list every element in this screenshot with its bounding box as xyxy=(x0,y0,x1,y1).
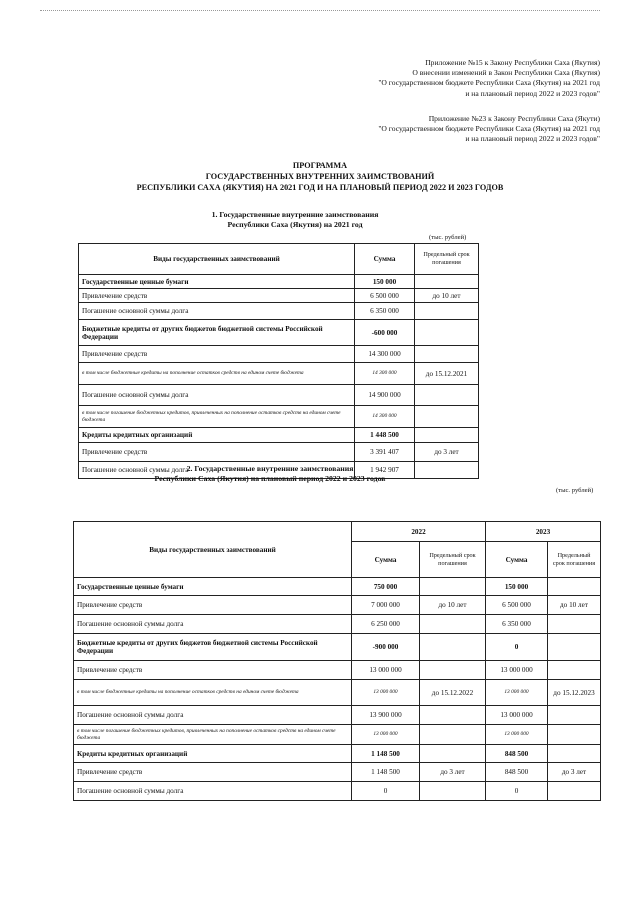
row-sum-2023: 6 500 000 xyxy=(486,596,548,615)
table-row xyxy=(74,634,601,661)
section-heading-line: 2. Государственные внутренние заимствования xyxy=(186,464,354,473)
row-name: в том числе бюджетные кредиты на пополнение остатков средств на едином счете бюджета xyxy=(74,680,352,706)
document-title xyxy=(0,160,640,193)
row-sum: 14 300 000 xyxy=(355,406,415,428)
header-kind: Виды государственных заимствований xyxy=(74,522,352,578)
table-row xyxy=(74,680,601,706)
header-term-2022: Предельный срок погашения xyxy=(420,542,486,578)
row-sum-2023: 13 000 000 xyxy=(486,661,548,680)
row-term xyxy=(415,320,479,346)
row-term xyxy=(415,385,479,406)
row-sum: 1 448 500 xyxy=(355,428,415,443)
header-sum-2022: Сумма xyxy=(352,542,420,578)
row-term-2022 xyxy=(420,634,486,661)
row-term-2023 xyxy=(548,706,601,725)
row-term-2022 xyxy=(420,615,486,634)
row-name: в том числе бюджетные кредиты на пополнение остатков средств на едином счете бюджета xyxy=(79,363,355,385)
row-sum-2023: 13 000 000 xyxy=(486,706,548,725)
annex-line: и на плановый период 2022 и 2023 годов" xyxy=(465,134,600,144)
table-row xyxy=(79,406,479,428)
header-year-2023: 2023 xyxy=(486,522,601,542)
row-sum: 150 000 xyxy=(355,275,415,289)
row-sum-2022: 13 000 000 xyxy=(352,680,420,706)
row-name: Бюджетные кредиты от других бюджетов бюджетной системы Российской Федерации xyxy=(79,320,355,346)
row-name: Привлечение средств xyxy=(79,346,355,363)
table-header-row xyxy=(74,522,601,542)
section1-unit: (тыс. рублей) xyxy=(429,234,467,241)
annex-line: "О государственном бюджете Республики Саха (Якутия) на 2021 год xyxy=(378,78,600,88)
row-sum: 6 350 000 xyxy=(355,303,415,320)
row-sum: -600 000 xyxy=(355,320,415,346)
table-row xyxy=(79,363,479,385)
row-name: Погашение основной суммы долга xyxy=(79,462,355,479)
section2-unit: (тыс. рублей) xyxy=(556,487,594,494)
table-row xyxy=(74,615,601,634)
header-term-2023: Предельный срок погашения xyxy=(548,542,601,578)
table-row xyxy=(79,289,479,303)
row-term-2022: до 3 лет xyxy=(420,763,486,782)
row-sum-2023: 0 xyxy=(486,782,548,801)
section-heading-line: Республики Саха (Якутия) на 2021 год xyxy=(227,220,363,229)
table-row xyxy=(74,782,601,801)
row-name: Государственные ценные бумаги xyxy=(74,578,352,596)
header-term: Предельный срок погашения xyxy=(415,244,479,275)
section1-heading xyxy=(15,210,575,230)
row-term-2023 xyxy=(548,782,601,801)
row-name: Кредиты кредитных организаций xyxy=(74,745,352,763)
row-term xyxy=(415,346,479,363)
row-term xyxy=(415,406,479,428)
header-sum-2023: Сумма xyxy=(486,542,548,578)
row-term: до 15.12.2021 xyxy=(415,363,479,385)
row-term xyxy=(415,275,479,289)
annex-line: Приложение №23 к Закону Республики Саха (Якути) xyxy=(428,114,600,123)
row-name: Привлечение средств xyxy=(79,443,355,462)
table-header-row xyxy=(79,244,479,275)
table-row xyxy=(74,596,601,615)
row-name: Привлечение средств xyxy=(74,763,352,782)
row-name: в том числе погашение бюджетных кредитов, привлеченных на пополнение остатков средств на едином счете бюджета xyxy=(79,406,355,428)
row-sum-2022: 1 148 500 xyxy=(352,745,420,763)
row-term-2023 xyxy=(548,615,601,634)
row-sum-2023: 0 xyxy=(486,634,548,661)
row-term-2022 xyxy=(420,706,486,725)
row-term xyxy=(415,303,479,320)
table-row xyxy=(74,763,601,782)
row-sum-2022: 0 xyxy=(352,782,420,801)
header-kind: Виды государственных заимствований xyxy=(79,244,355,275)
row-sum: 6 500 000 xyxy=(355,289,415,303)
title-line: ПРОГРАММА xyxy=(292,161,348,170)
row-name: в том числе погашение бюджетных кредитов, привлеченных на пополнение остатков средств на едином счете бюджета xyxy=(74,725,352,745)
row-term-2022 xyxy=(420,725,486,745)
row-sum-2023: 848 500 xyxy=(486,745,548,763)
row-name: Погашение основной суммы долга xyxy=(74,782,352,801)
title-line: РЕСПУБЛИКИ САХА (ЯКУТИЯ) НА 2021 ГОД И НА ПЛАНОВЫЙ ПЕРИОД 2022 И 2023 ГОДОВ xyxy=(136,183,504,192)
row-sum: 1 942 907 xyxy=(355,462,415,479)
row-sum-2022: 13 000 000 xyxy=(352,725,420,745)
row-sum-2022: 13 900 000 xyxy=(352,706,420,725)
row-term-2023 xyxy=(548,661,601,680)
row-name: Привлечение средств xyxy=(74,596,352,615)
table-row xyxy=(79,385,479,406)
table-2021 xyxy=(78,243,479,479)
row-term-2022 xyxy=(420,782,486,801)
section-heading-line: 1. Государственные внутренние заимствования xyxy=(211,210,379,219)
row-term-2023 xyxy=(548,745,601,763)
title-line: ГОСУДАРСТВЕННЫХ ВНУТРЕННИХ ЗАИМСТВОВАНИЙ xyxy=(205,172,435,181)
row-sum-2022: 13 000 000 xyxy=(352,661,420,680)
annex-block-2 xyxy=(378,114,600,145)
row-name: Бюджетные кредиты от других бюджетов бюджетной системы Российской Федерации xyxy=(74,634,352,661)
row-sum-2022: 1 148 500 xyxy=(352,763,420,782)
table-row xyxy=(79,303,479,320)
section-heading-line: Республики Саха (Якутия) на плановый период 2022 и 2023 годов xyxy=(154,474,386,483)
header-year-2022: 2022 xyxy=(352,522,486,542)
table-row xyxy=(74,661,601,680)
row-term: до 3 лет xyxy=(415,443,479,462)
row-sum: 14 900 000 xyxy=(355,385,415,406)
row-sum: 3 391 407 xyxy=(355,443,415,462)
annex-line: "О государственном бюджете Республики Саха (Якутия) на 2021 год xyxy=(378,124,600,134)
row-term-2023: до 15.12.2023 xyxy=(548,680,601,706)
row-term-2023 xyxy=(548,725,601,745)
header-sum: Сумма xyxy=(355,244,415,275)
row-name: Погашение основной суммы долга xyxy=(74,615,352,634)
section2-heading xyxy=(0,464,550,484)
annex-line: и на плановый период 2022 и 2023 годов" xyxy=(465,88,600,98)
row-term-2022 xyxy=(420,661,486,680)
row-term-2023 xyxy=(548,634,601,661)
table-row xyxy=(74,725,601,745)
row-term-2022 xyxy=(420,578,486,596)
row-term-2022: до 15.12.2022 xyxy=(420,680,486,706)
row-sum-2022: -900 000 xyxy=(352,634,420,661)
table-row xyxy=(74,706,601,725)
table-row xyxy=(79,443,479,462)
table-row xyxy=(74,578,601,596)
row-sum: 14 300 000 xyxy=(355,346,415,363)
row-sum-2022: 750 000 xyxy=(352,578,420,596)
table-row xyxy=(79,346,479,363)
row-sum-2022: 7 000 000 xyxy=(352,596,420,615)
row-sum-2023: 150 000 xyxy=(486,578,548,596)
row-name: Погашение основной суммы долга xyxy=(74,706,352,725)
row-name: Кредиты кредитных организаций xyxy=(79,428,355,443)
annex-line: О внесении изменений в Закон Республики Саха (Якутия) xyxy=(412,68,600,78)
row-term-2023: до 10 лет xyxy=(548,596,601,615)
row-term-2022: до 10 лет xyxy=(420,596,486,615)
table-row xyxy=(79,275,479,289)
row-name: Государственные ценные бумаги xyxy=(79,275,355,289)
table-row xyxy=(79,428,479,443)
row-term-2022 xyxy=(420,745,486,763)
row-name: Привлечение средств xyxy=(79,289,355,303)
row-sum-2023: 848 500 xyxy=(486,763,548,782)
row-term-2023: до 3 лет xyxy=(548,763,601,782)
row-term xyxy=(415,428,479,443)
row-sum-2023: 13 000 000 xyxy=(486,725,548,745)
row-sum-2023: 6 350 000 xyxy=(486,615,548,634)
table-2022-2023 xyxy=(73,521,601,801)
annex-block-1 xyxy=(378,58,600,99)
row-term: до 10 лет xyxy=(415,289,479,303)
row-name: Привлечение средств xyxy=(74,661,352,680)
row-sum-2022: 6 250 000 xyxy=(352,615,420,634)
annex-line: Приложение №15 к Закону Республики Саха (Якутия) xyxy=(425,58,600,67)
scan-top-edge xyxy=(40,10,600,15)
row-sum: 14 300 000 xyxy=(355,363,415,385)
row-term-2023 xyxy=(548,578,601,596)
row-name: Погашение основной суммы долга xyxy=(79,303,355,320)
table-row xyxy=(74,745,601,763)
row-sum-2023: 13 000 000 xyxy=(486,680,548,706)
table-row xyxy=(79,320,479,346)
row-name: Погашение основной суммы долга xyxy=(79,385,355,406)
